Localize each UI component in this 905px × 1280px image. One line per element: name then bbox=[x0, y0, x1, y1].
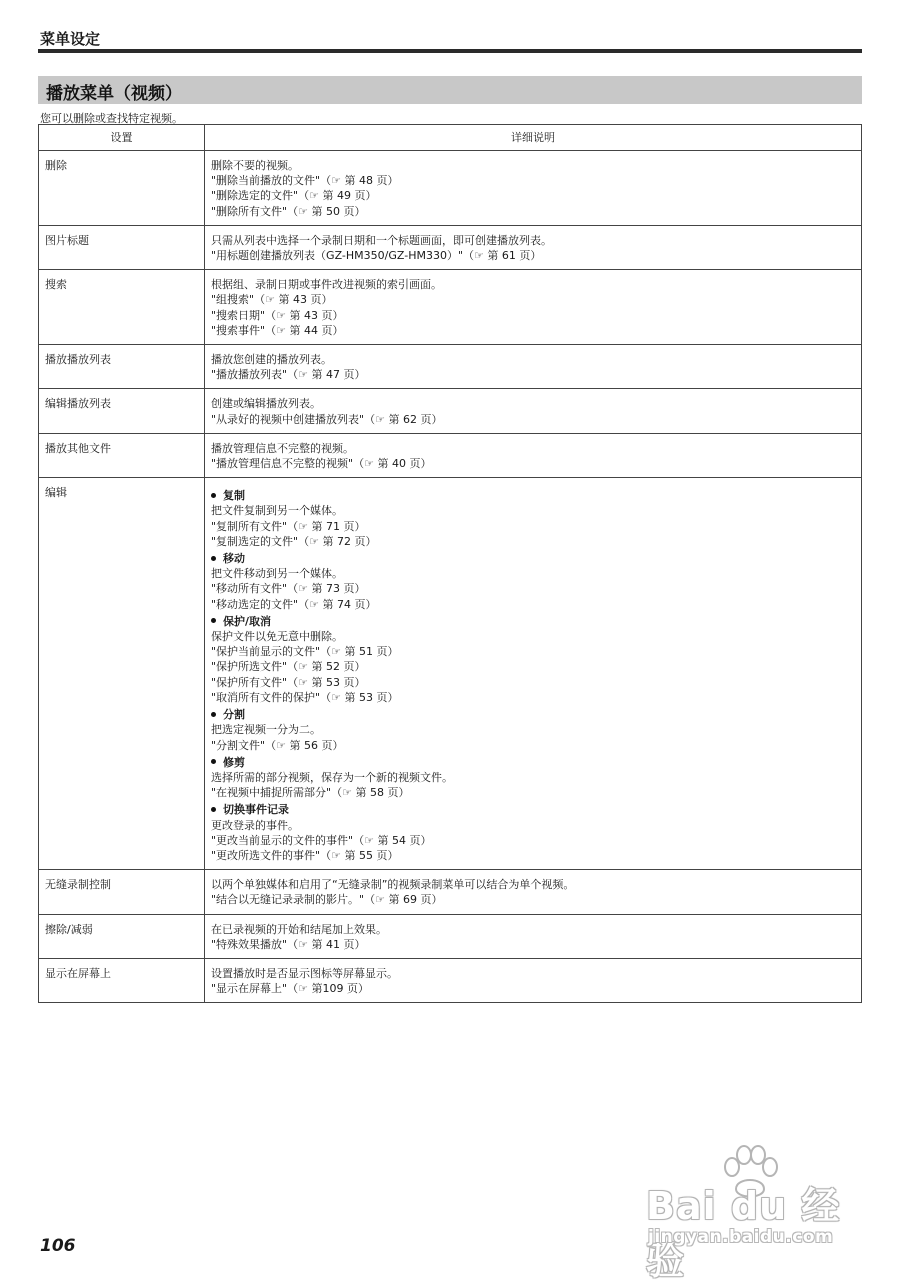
baidu-watermark bbox=[640, 1145, 870, 1280]
page-number: 106 bbox=[40, 1236, 76, 1256]
detail-cell bbox=[205, 151, 862, 226]
detail-line: 创建或编辑播放列表。 bbox=[211, 397, 321, 411]
subsection-title: 分割 bbox=[211, 707, 855, 722]
detail-line: "移动所有文件"（☞ 第 73 页） bbox=[211, 582, 366, 596]
detail-line: "播放管理信息不完整的视频"（☞ 第 40 页） bbox=[211, 457, 432, 471]
setting-cell: 图片标题 bbox=[39, 225, 205, 269]
setting-cell: 擦除/减弱 bbox=[39, 914, 205, 958]
subsection-title: 复制 bbox=[211, 488, 855, 503]
detail-line: "更改所选文件的事件"（☞ 第 55 页） bbox=[211, 848, 399, 862]
intro-text: 您可以删除或查找特定视频。 bbox=[40, 112, 183, 125]
bullet-icon bbox=[211, 618, 216, 623]
detail-line: "用标题创建播放列表（GZ-HM350/GZ-HM330）"（☞ 第 61 页） bbox=[211, 249, 542, 263]
detail-line: 保护文件以免无意中删除。 bbox=[211, 630, 343, 644]
detail-line: "在视频中捕捉所需部分"（☞ 第 58 页） bbox=[211, 786, 410, 800]
detail-line: "搜索事件"（☞ 第 44 页） bbox=[211, 323, 344, 337]
detail-line: "删除当前播放的文件"（☞ 第 48 页） bbox=[211, 174, 399, 188]
detail-cell bbox=[205, 958, 862, 1002]
detail-line: 把选定视频一分为二。 bbox=[211, 723, 321, 737]
detail-line: 播放您创建的播放列表。 bbox=[211, 353, 332, 367]
detail-line: "结合以无缝记录录制的影片。"（☞ 第 69 页） bbox=[211, 893, 443, 907]
header-rule bbox=[38, 49, 862, 53]
setting-cell: 搜索 bbox=[39, 270, 205, 345]
detail-line: 删除不要的视频。 bbox=[211, 159, 299, 172]
column-header-setting: 设置 bbox=[39, 125, 205, 151]
subsection-title: 保护/取消 bbox=[211, 614, 855, 629]
detail-line: "特殊效果播放"（☞ 第 41 页） bbox=[211, 937, 366, 951]
detail-line: 根据组、录制日期或事件改进视频的索引画面。 bbox=[211, 278, 442, 292]
table-row bbox=[39, 389, 862, 433]
table-row-edit bbox=[39, 478, 862, 870]
detail-line: 播放管理信息不完整的视频。 bbox=[211, 441, 354, 455]
detail-cell bbox=[205, 389, 862, 433]
detail-cell bbox=[205, 478, 862, 870]
detail-line: "复制所有文件"（☞ 第 71 页） bbox=[211, 519, 366, 533]
subsection-title: 修剪 bbox=[211, 755, 855, 770]
watermark-brand: Bai du 经验 bbox=[646, 1184, 841, 1280]
detail-line: 只需从列表中选择一个录制日期和一个标题画面，即可创建播放列表。 bbox=[211, 233, 552, 247]
detail-line: "删除所有文件"（☞ 第 50 页） bbox=[211, 204, 366, 218]
detail-line: 把文件移动到另一个媒体。 bbox=[211, 567, 343, 581]
table-row bbox=[39, 345, 862, 389]
detail-line: 在已录视频的开始和结尾加上效果。 bbox=[211, 922, 387, 936]
detail-line: "复制选定的文件"（☞ 第 72 页） bbox=[211, 534, 377, 548]
detail-line: "组搜索"（☞ 第 43 页） bbox=[211, 293, 333, 307]
detail-line: "取消所有文件的保护"（☞ 第 53 页） bbox=[211, 690, 399, 704]
detail-cell bbox=[205, 433, 862, 477]
detail-line: "从录好的视频中创建播放列表"（☞ 第 62 页） bbox=[211, 412, 443, 426]
table-row bbox=[39, 870, 862, 914]
bullet-icon bbox=[211, 493, 216, 498]
detail-line: "保护所有文件"（☞ 第 53 页） bbox=[211, 675, 366, 689]
detail-line: "显示在屏幕上"（☞ 第109 页） bbox=[211, 982, 369, 996]
table-row bbox=[39, 225, 862, 269]
bullet-icon bbox=[211, 759, 216, 764]
setting-cell: 显示在屏幕上 bbox=[39, 958, 205, 1002]
detail-line: "更改当前显示的文件的事件"（☞ 第 54 页） bbox=[211, 833, 432, 847]
detail-cell bbox=[205, 345, 862, 389]
detail-line: 更改登录的事件。 bbox=[211, 818, 299, 832]
bullet-icon bbox=[211, 712, 216, 717]
detail-line: 设置播放时是否显示图标等屏幕显示。 bbox=[211, 966, 398, 980]
table-row bbox=[39, 433, 862, 477]
table-row bbox=[39, 151, 862, 226]
setting-cell: 无缝录制控制 bbox=[39, 870, 205, 914]
detail-cell bbox=[205, 870, 862, 914]
detail-cell bbox=[205, 914, 862, 958]
detail-line: 把文件复制到另一个媒体。 bbox=[211, 504, 343, 518]
subsection-title: 切换事件记录 bbox=[211, 802, 855, 817]
setting-cell: 播放播放列表 bbox=[39, 345, 205, 389]
bullet-icon bbox=[211, 556, 216, 561]
section-bar bbox=[38, 76, 862, 104]
page-header-title: 菜单设定 bbox=[40, 30, 101, 48]
detail-line: "分割文件"（☞ 第 56 页） bbox=[211, 738, 344, 752]
watermark-url: jingyan.baidu.com bbox=[648, 1227, 834, 1247]
table-header-row bbox=[39, 125, 862, 151]
setting-cell: 编辑播放列表 bbox=[39, 389, 205, 433]
detail-line: "移动选定的文件"（☞ 第 74 页） bbox=[211, 597, 377, 611]
detail-line: "保护当前显示的文件"（☞ 第 51 页） bbox=[211, 645, 399, 659]
detail-line: "保护所选文件"（☞ 第 52 页） bbox=[211, 660, 366, 674]
section-title: 播放菜单（视频） bbox=[46, 84, 182, 104]
detail-cell bbox=[205, 270, 862, 345]
setting-cell: 编辑 bbox=[39, 478, 205, 870]
detail-line: "删除选定的文件"（☞ 第 49 页） bbox=[211, 189, 377, 203]
detail-line: 以两个单独媒体和启用了“无缝录制”的视频录制菜单可以结合为单个视频。 bbox=[211, 878, 575, 892]
bullet-icon bbox=[211, 807, 216, 812]
playback-menu-table bbox=[38, 124, 862, 1003]
column-header-detail: 详细说明 bbox=[205, 125, 862, 151]
detail-cell bbox=[205, 225, 862, 269]
setting-cell: 删除 bbox=[39, 151, 205, 226]
detail-line: "搜索日期"（☞ 第 43 页） bbox=[211, 308, 344, 322]
table-row bbox=[39, 270, 862, 345]
detail-line: 选择所需的部分视频，保存为一个新的视频文件。 bbox=[211, 770, 453, 784]
table-row bbox=[39, 958, 862, 1002]
detail-line: "播放播放列表"（☞ 第 47 页） bbox=[211, 368, 366, 382]
subsection-title: 移动 bbox=[211, 551, 855, 566]
table-row bbox=[39, 914, 862, 958]
setting-cell: 播放其他文件 bbox=[39, 433, 205, 477]
